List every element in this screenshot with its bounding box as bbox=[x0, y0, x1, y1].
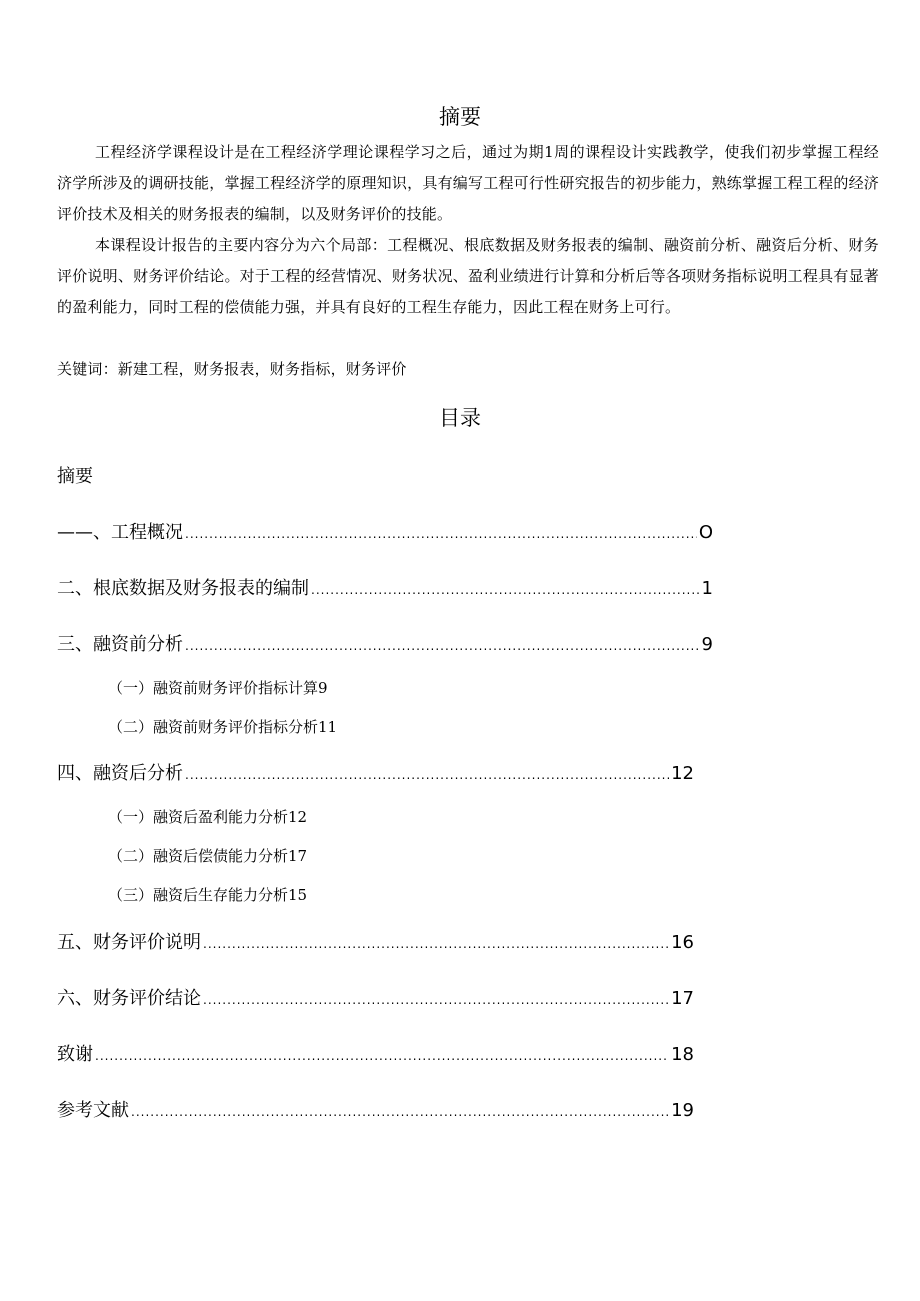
toc-subentry[interactable]: （一）融资前财务评价指标计算9 bbox=[108, 679, 328, 697]
toc-dot-leader bbox=[203, 932, 669, 956]
toc-title: 目录 bbox=[439, 406, 481, 430]
toc-entry-page: 19 bbox=[671, 1100, 694, 1121]
toc-dot-leader bbox=[131, 1100, 669, 1124]
toc-entry-label: 六、财务评价结论 bbox=[57, 988, 201, 1009]
abstract-keywords: 关键词：新建工程，财务报表，财务指标，财务评价 bbox=[57, 360, 407, 378]
toc-subentry[interactable]: （二）融资前财务评价指标分析11 bbox=[108, 718, 338, 736]
toc-subentry[interactable]: （三）融资后生存能力分析15 bbox=[108, 886, 308, 904]
toc-dot-leader bbox=[185, 634, 700, 658]
abstract-title: 摘要 bbox=[439, 105, 481, 129]
toc-entry-page: 1 bbox=[701, 578, 713, 599]
toc-entry[interactable] bbox=[57, 762, 694, 787]
toc-dot-leader bbox=[311, 578, 700, 602]
toc-entry-label: 致谢 bbox=[57, 1044, 93, 1065]
abstract-paragraph-2: 本课程设计报告的主要内容分为六个局部：工程概况、根底数据及财务报表的编制、融资前分析、融资后分析、财务评价说明、财务评价结论。对于工程的经营情况、财务状况、盈利业绩进行计算和分析后等各项财务指标说明工程具有显著的盈利能力，同时工程的偿债能力强，并具有良好的工程生存能力，因此工程在财务上可行。 bbox=[57, 236, 879, 316]
toc-entry-page: O bbox=[698, 522, 713, 543]
abstract-paragraph-1: 工程经济学课程设计是在工程经济学理论课程学习之后，通过为期1周的课程设计实践教学，使我们初步掌握工程经济学所涉及的调研技能，掌握工程经济学的原理知识，具有编写工程可行性研究报告的初步能力，熟练掌握工程工程的经济评价技术及相关的财务报表的编制，以及财务评价的技能。 bbox=[57, 143, 879, 223]
toc-dot-leader bbox=[95, 1044, 669, 1068]
toc-entry[interactable] bbox=[57, 931, 694, 956]
toc-subentry[interactable]: （二）融资后偿债能力分析17 bbox=[108, 847, 308, 865]
toc-entry-page: 16 bbox=[671, 932, 694, 953]
toc-entry-label: 四、融资后分析 bbox=[57, 763, 183, 784]
toc-entry-page: 9 bbox=[701, 634, 713, 655]
toc-entry[interactable] bbox=[57, 577, 713, 602]
toc-entry-label: 二、根底数据及财务报表的编制 bbox=[57, 578, 309, 599]
toc-dot-leader bbox=[185, 522, 697, 546]
toc-dot-leader bbox=[185, 763, 669, 787]
toc-entry-abstract[interactable]: 摘要 bbox=[57, 466, 93, 487]
toc-entry[interactable] bbox=[57, 987, 694, 1012]
toc-entry-label: 三、融资前分析 bbox=[57, 634, 183, 655]
toc-entry-label: 五、财务评价说明 bbox=[57, 932, 201, 953]
toc-entry-label: 参考文献 bbox=[57, 1100, 129, 1121]
toc-entry-page: 17 bbox=[671, 988, 694, 1009]
toc-entry[interactable] bbox=[57, 1099, 694, 1124]
toc-entry[interactable] bbox=[57, 521, 713, 546]
toc-entry-label: ——、工程概况 bbox=[57, 522, 183, 543]
toc-entry-page: 18 bbox=[671, 1044, 694, 1065]
toc-entry[interactable] bbox=[57, 633, 713, 658]
toc-entry[interactable] bbox=[57, 1043, 694, 1068]
toc-entry-page: 12 bbox=[671, 763, 694, 784]
toc-subentry[interactable]: （一）融资后盈利能力分析12 bbox=[108, 808, 308, 826]
toc-dot-leader bbox=[203, 988, 669, 1012]
